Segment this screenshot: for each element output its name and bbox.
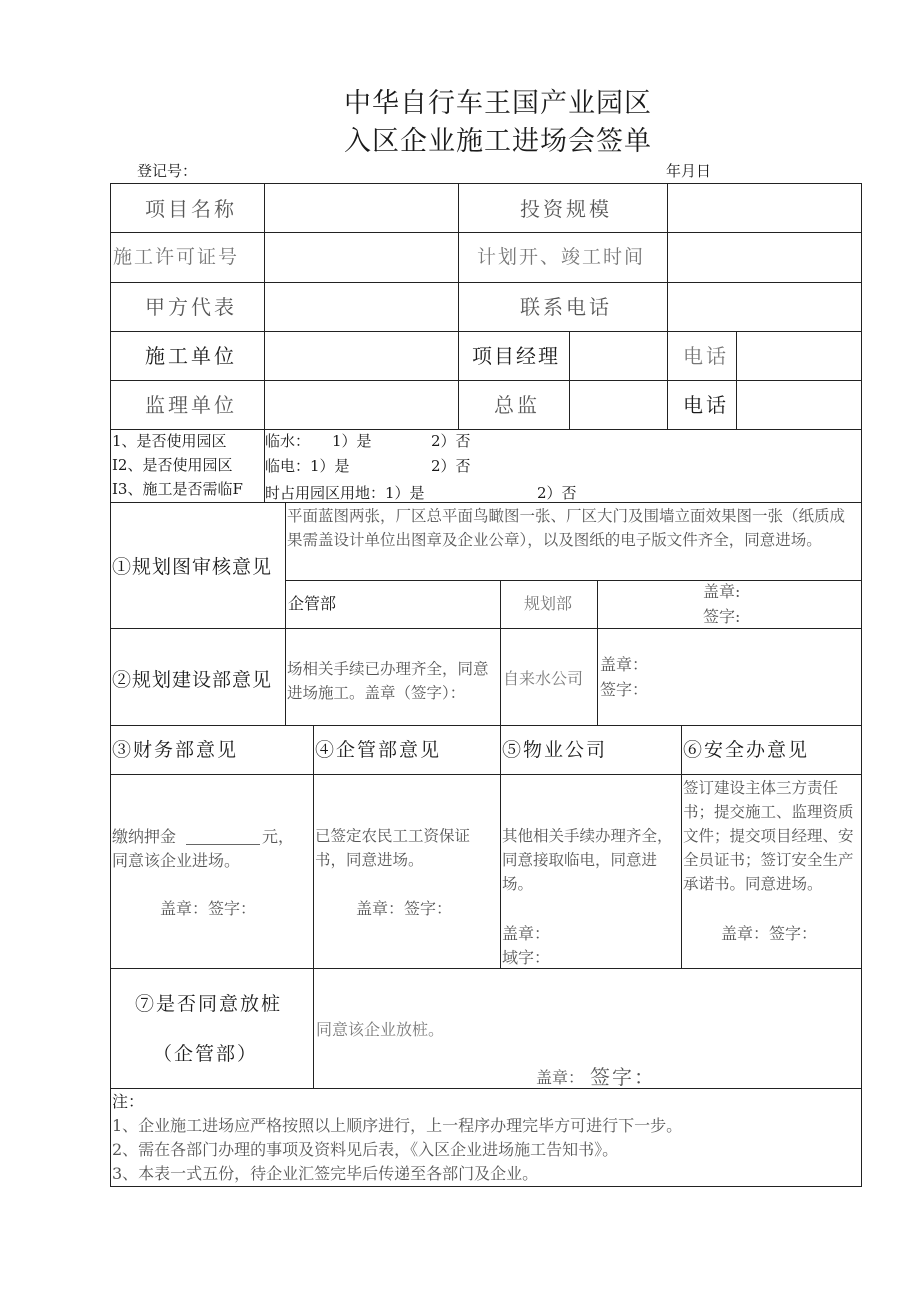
title-line-1: 中华自行车王国产业园区 <box>344 88 652 119</box>
land-use-yes[interactable]: 时占用园区用地：1）是 <box>265 484 425 501</box>
planning-review-label: ①规划图审核意见 <box>112 556 273 578</box>
temp-water-label: 临水： <box>265 432 311 450</box>
investment-field[interactable] <box>669 185 859 230</box>
planning-dept-planning: 规划部 <box>524 594 573 613</box>
contact-phone-label: 联系电话 <box>520 295 612 319</box>
construction-dept-text: 场相关手续已办理齐全，同意进场施工。盖章（签字）： <box>287 660 489 702</box>
usage-answers <box>265 431 860 501</box>
temp-water-no[interactable]: 2）否 <box>431 432 471 450</box>
project-name-field[interactable] <box>266 185 456 230</box>
planned-time-label: 计划开、竣工时间 <box>477 246 646 268</box>
project-manager-label: 项目经理 <box>472 344 560 368</box>
property-text: 其他相关手续办理齐全，同意接取临电，同意进场。 <box>502 827 673 893</box>
deposit-label: 缴纳押金 <box>112 827 177 846</box>
supervision-unit-label: 监理单位 <box>145 393 237 417</box>
note-1: 1、企业施工进场应严格按照以上顺序进行，上一程序办理完毕方可进行下一步。 <box>112 1116 683 1135</box>
usage-question-2: I2、是否使用园区 <box>112 456 233 474</box>
finance-approve-text: 同意该企业进场。 <box>112 851 241 870</box>
registration-label: 登记号： <box>137 162 198 180</box>
planning-seal: 盖章: <box>703 582 741 601</box>
land-use-no[interactable]: 2）否 <box>537 484 577 501</box>
construction-seal: 盖章： <box>600 655 649 674</box>
construction-sign: 签字： <box>600 680 649 699</box>
chief-supervisor-field[interactable] <box>571 382 665 427</box>
title-line-2: 入区企业施工进场会签单 <box>344 126 652 157</box>
temp-water-yes[interactable]: 1）是 <box>332 432 372 450</box>
deposit-amount-field[interactable] <box>186 844 260 845</box>
usage-question-3: I3、施工是否需临F <box>112 480 243 498</box>
pile-approval-label: ⑦是否同意放桩 <box>135 993 283 1015</box>
party-a-rep-field[interactable] <box>266 284 456 329</box>
usage-question-1: 1、是否使用园区 <box>112 432 227 450</box>
pile-sign: 签字： <box>590 1065 656 1089</box>
planned-time-field[interactable] <box>669 234 859 280</box>
temp-power-yes[interactable]: 临电：1）是 <box>265 457 350 475</box>
investment-label: 投资规模 <box>520 197 612 221</box>
deposit-unit: 元， <box>262 827 295 846</box>
permit-number-field[interactable] <box>266 234 456 280</box>
construction-dept-label: ②规划建设部意见 <box>112 669 273 691</box>
note-2: 2、需在各部门办理的事项及资料见后表，《入区企业进场施工告知书》。 <box>112 1140 619 1159</box>
usage-questions <box>112 431 262 501</box>
property-company-label: ⑤物业公司 <box>502 739 608 761</box>
planning-dept-mgmt: 企管部 <box>288 594 337 613</box>
phone-label-1: 电话 <box>683 344 729 368</box>
mgmt-sign: 盖章：签字： <box>356 899 453 918</box>
safety-office-label: ⑥安全办意见 <box>683 739 810 761</box>
pile-text: 同意该企业放桩。 <box>316 1020 445 1039</box>
mgmt-text: 已签定农民工工资保证书，同意进场。 <box>315 827 471 869</box>
mgmt-dept-label: ④企管部意见 <box>315 739 442 761</box>
construction-unit-field[interactable] <box>266 333 456 378</box>
pile-seal: 盖章： <box>536 1068 585 1087</box>
property-seal: 盖章： <box>502 924 551 943</box>
note-3: 3、本表一式五份，待企业汇签完毕后传递至各部门及企业。 <box>112 1164 539 1183</box>
project-manager-field[interactable] <box>571 333 665 378</box>
date-label: 年月日 <box>666 162 712 180</box>
temp-power-no[interactable]: 2）否 <box>431 457 471 475</box>
safety-text: 签订建设主体三方责任书；提交施工、监理资质文件；提交项目经理、安全员证书；签订安全生产承诺书。同意进场。 <box>683 779 854 893</box>
chief-supervisor-label: 总监 <box>494 393 540 417</box>
construction-unit-label: 施工单位 <box>145 344 237 368</box>
phone-label-2: 电话 <box>683 393 729 417</box>
planning-review-text: 平面蓝图两张，厂区总平面鸟瞰图一张、厂区大门及围墙立面效果图一张（纸质成果需盖设计单位出图章及企业公章），以及图纸的电子版文件齐全，同意进场。 <box>287 507 846 549</box>
property-sign: 域字： <box>502 948 551 967</box>
permit-number-label: 施工许可证号 <box>113 246 240 268</box>
water-company-label: 自来水公司 <box>503 669 584 688</box>
notes-title: 注： <box>112 1092 145 1111</box>
finance-sign: 盖章：签字： <box>160 899 257 918</box>
phone-field-2[interactable] <box>738 382 859 427</box>
pile-dept-label: （企管部） <box>153 1043 259 1065</box>
phone-field-1[interactable] <box>738 333 859 378</box>
finance-dept-label: ③财务部意见 <box>112 739 239 761</box>
contact-phone-field[interactable] <box>669 284 859 329</box>
project-name-label: 项目名称 <box>145 197 237 221</box>
planning-sign: 签字: <box>703 607 741 626</box>
supervision-unit-field[interactable] <box>266 382 456 427</box>
safety-sign: 盖章：签字： <box>721 924 818 943</box>
party-a-rep-label: 甲方代表 <box>145 295 237 319</box>
